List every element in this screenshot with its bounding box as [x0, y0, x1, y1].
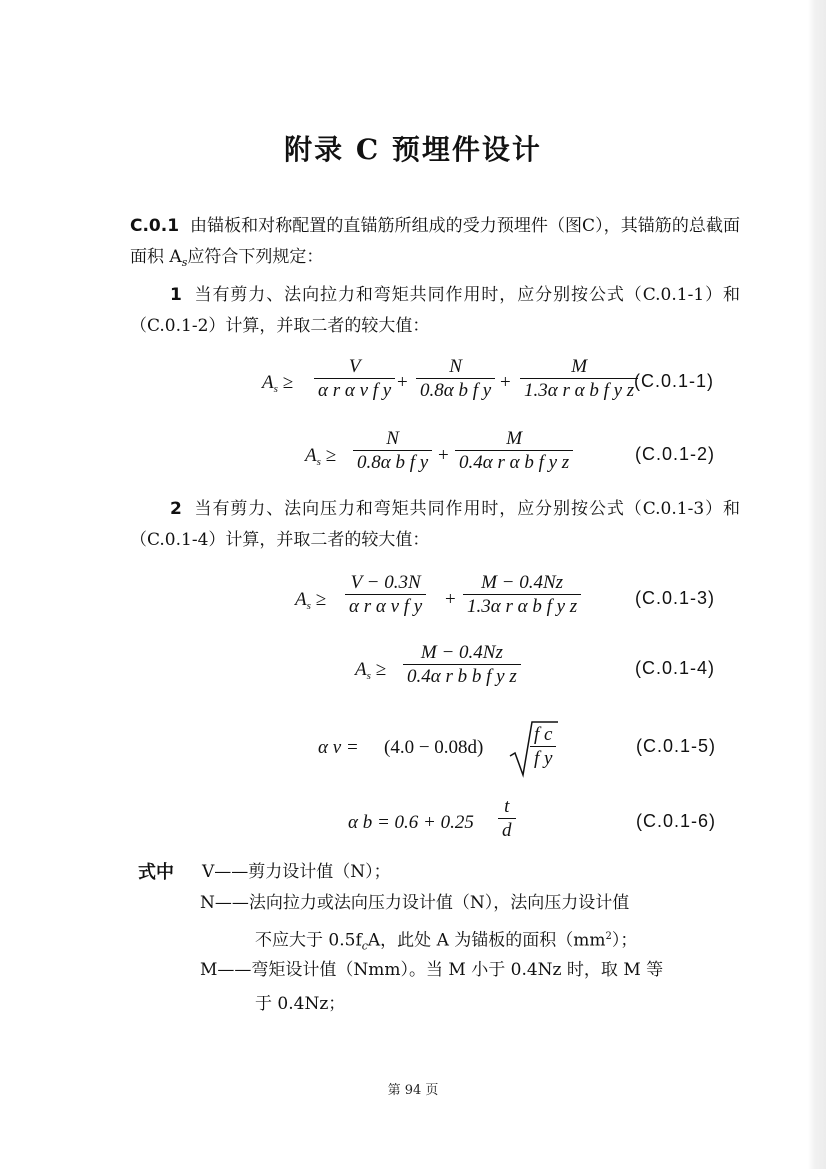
scan-edge [808, 0, 826, 1169]
formula-number: (C.0.1-1) [634, 371, 715, 391]
def-m-line2: 于 0.4Nz； [255, 994, 346, 1014]
item-1: 1 当有剪力、法向拉力和弯矩共同作用时，应分别按公式（C.0.1-1）和（C.0.1-2）计算，并取二者的较大值： [130, 285, 740, 336]
formula-c015: α v = (4.0 − 0.08d) $\frac{\text{f c}}{\text{f y}}$ (C.0.1-5) [318, 718, 748, 782]
def-n-line1: N——法向拉力或法向压力设计值（N），法向压力设计值 [200, 893, 630, 913]
formula-number: (C.0.1-3) [635, 588, 716, 608]
formula-c016: α b = 0.6 + 0.25 $\frac{t}{d}$ (C.0.1-6) [348, 796, 717, 841]
formula-c011: $A_s$ ≥ $\frac{V}{\text{α r α v f y}}$ + $\frac{N}{\text{0.8α b f y}}$ + $\frac{M}{\text{1.3α r α b f y z}}$ (C.0.1-1) [262, 356, 715, 401]
formula-c013: $A_s$ ≥ $\frac{V - 0.3N}{\text{α r α v f y}}$ + $\frac{M - 0.4Nz}{\text{1.3α r α b f y z}}$ (C.0.1-3) [295, 572, 716, 617]
def-m-line1: M——弯矩设计值（Nmm）。当 M 小于 0.4Nz 时，取 M 等 [200, 960, 664, 980]
formula-number: (C.0.1-2) [635, 444, 716, 464]
formula-c012: $A_s$ ≥ $\frac{N}{\text{0.8α b f y}}$ + $\frac{M}{\text{0.4α r α b f y z}}$ (C.0.1-2) [305, 428, 716, 473]
formula-number: (C.0.1-5) [636, 736, 717, 756]
section-c01-intro: C.0.1 由锚板和对称配置的直锚筋所组成的受力预埋件（图C），其锚筋的总截面面积 $A_s$应符合下列规定： [130, 216, 740, 269]
item-2: 2 当有剪力、法向压力和弯矩共同作用时，应分别按公式（C.0.1-3）和（C.0.1-4）计算，并取二者的较大值： [130, 499, 740, 550]
def-n-line2: 不应大于 $0.5f_cA$，此处 A 为锚板的面积$(mm^2)$； [255, 930, 638, 953]
page-footer: 第 94 页 [387, 1083, 439, 1098]
where-label: 式中 [138, 862, 174, 883]
formula-c014: $A_s$ ≥ $\frac{M - 0.4Nz}{\text{0.4α r b b f y z}}$ (C.0.1-4) [355, 642, 716, 687]
section-number: C.0.1 [130, 216, 180, 236]
formula-number: (C.0.1-4) [635, 658, 716, 678]
formula-number: (C.0.1-6) [636, 811, 717, 831]
def-v: V——剪力设计值（N）； [202, 862, 391, 882]
page-title: 附录 C 预埋件设计 [284, 133, 542, 166]
